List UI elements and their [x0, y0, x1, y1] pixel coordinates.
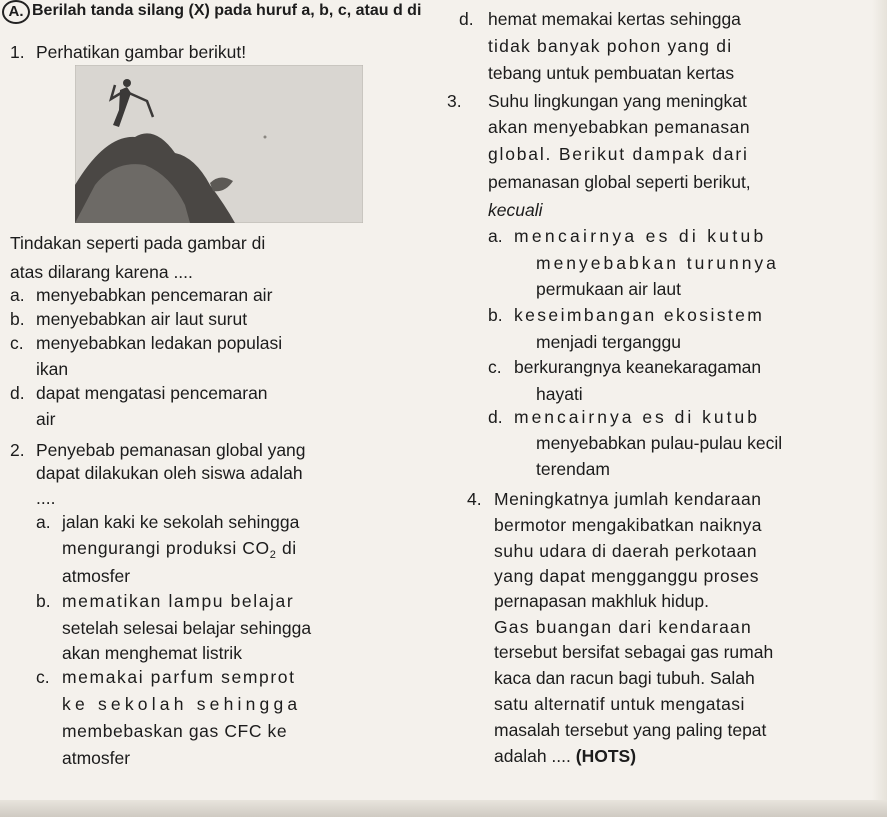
- q2-option-a-text-1: jalan kaki ke sekolah sehingga: [62, 512, 300, 532]
- q4-text-5: pernapasan makhluk hidup.: [494, 591, 710, 611]
- q4-text-3: suhu udara di daerah perkotaan: [494, 541, 758, 561]
- q2-text-2: dapat dilakukan oleh siswa adalah: [36, 463, 303, 483]
- q3-option-b-text-1: keseimbangan ekosistem: [514, 305, 765, 325]
- q2-option-b-text-2: setelah selesai belajar sehingga: [62, 618, 312, 638]
- q3-option-d-text-3: terendam: [536, 459, 610, 479]
- q3-option-a-text-1: mencairnya es di kutub: [514, 226, 767, 246]
- q1-option-a-text: menyebabkan pencemaran air: [36, 285, 273, 305]
- q4-text-1: Meningkatnya jumlah kendaraan: [494, 489, 762, 509]
- q2-option-c-text-1: memakai parfum semprot: [62, 667, 296, 687]
- instruction: Berilah tanda silang (X) pada huruf a, b, c, atau d di: [32, 2, 422, 19]
- q2-option-a-text-2: mengurangi produksi $CO_2$ di: [62, 538, 297, 561]
- q3-option-c-text-1: berkurangnya keanekaragaman: [514, 357, 762, 377]
- q1-option-c-letter[interactable]: c.: [10, 333, 24, 353]
- q3-text-2: akan menyebabkan pemanasan: [488, 117, 751, 137]
- section-label: A.: [2, 0, 30, 24]
- q4-number: 4.: [467, 489, 482, 509]
- q1-number: 1.: [10, 42, 25, 62]
- q2-option-b-text-3: akan menghemat listrik: [62, 643, 242, 663]
- q1-option-c-text-1: menyebabkan ledakan populasi: [36, 333, 283, 353]
- q2-text-3: ....: [36, 488, 56, 508]
- q1-prompt: Perhatikan gambar berikut!: [36, 42, 247, 62]
- q2-text-1: Penyebab pemanasan global yang: [36, 440, 306, 460]
- q1-option-b-letter[interactable]: b.: [10, 309, 25, 329]
- q1-option-c-text-2: ikan: [36, 359, 69, 379]
- q1-option-d-right-text-2: tidak banyak pohon yang di: [488, 36, 733, 56]
- q3-number: 3.: [447, 91, 462, 111]
- q3-option-d-text-2: menyebabkan pulau-pulau kecil: [536, 433, 783, 453]
- q2-option-a-letter[interactable]: a.: [36, 512, 51, 532]
- q1-option-d-text-2: air: [36, 409, 56, 429]
- q3-text-4: pemanasan global seperti berikut,: [488, 172, 751, 192]
- q3-option-d-letter[interactable]: d.: [488, 407, 503, 427]
- page-edge-shadow: [872, 0, 887, 817]
- q1-text-2: atas dilarang karena ....: [10, 262, 193, 282]
- page-bottom-shadow: [0, 800, 887, 817]
- q3-option-c-text-2: hayati: [536, 384, 583, 404]
- q2-option-a-text-3: atmosfer: [62, 566, 131, 586]
- q1-option-d-right-letter[interactable]: d.: [459, 9, 474, 29]
- q1-text-1: Tindakan seperti pada gambar di: [10, 233, 266, 253]
- q4-text-8: kaca dan racun bagi tubuh. Salah: [494, 668, 755, 688]
- q3-option-a-letter[interactable]: a.: [488, 226, 503, 246]
- q2-option-b-letter[interactable]: b.: [36, 591, 51, 611]
- q1-option-d-right-text-1: hemat memakai kertas sehingga: [488, 9, 741, 29]
- q3-text-5: kecuali: [488, 200, 543, 220]
- mountain-climber-image: [75, 65, 363, 223]
- q1-option-d-right-text-3: tebang untuk pembuatan kertas: [488, 63, 735, 83]
- q2-option-c-text-2: ke sekolah sehingga: [62, 694, 302, 714]
- q3-option-a-text-3: permukaan air laut: [536, 279, 681, 299]
- q3-option-d-text-1: mencairnya es di kutub: [514, 407, 760, 427]
- q1-option-b-text: menyebabkan air laut surut: [36, 309, 248, 329]
- q2-option-c-text-3: membebaskan gas CFC ke: [62, 721, 288, 741]
- q1-option-d-text-1: dapat mengatasi pencemaran: [36, 383, 268, 403]
- q4-text-9: satu alternatif untuk mengatasi: [494, 694, 745, 714]
- q1-option-d-letter[interactable]: d.: [10, 383, 25, 403]
- q3-option-c-letter[interactable]: c.: [488, 357, 502, 377]
- q2-option-b-text-1: mematikan lampu belajar: [62, 591, 295, 611]
- q4-text-10: masalah tersebut yang paling tepat: [494, 720, 767, 740]
- q3-option-a-text-2: menyebabkan turunnya: [536, 253, 779, 273]
- q3-option-b-text-2: menjadi terganggu: [536, 332, 681, 352]
- q2-option-c-text-4: atmosfer: [62, 748, 131, 768]
- q3-option-b-letter[interactable]: b.: [488, 305, 503, 325]
- q4-text-6: Gas buangan dari kendaraan: [494, 617, 752, 637]
- q2-number: 2.: [10, 440, 25, 460]
- q2-option-c-letter[interactable]: c.: [36, 667, 50, 687]
- q4-text-7: tersebut bersifat sebagai gas rumah: [494, 642, 774, 662]
- q3-text-1: Suhu lingkungan yang meningkat: [488, 91, 747, 111]
- q1-option-a-letter[interactable]: a.: [10, 285, 25, 305]
- q3-text-3: global. Berikut dampak dari: [488, 144, 749, 164]
- q4-text-11: adalah .... (HOTS): [494, 746, 637, 766]
- q4-text-4: yang dapat mengganggu proses: [494, 566, 760, 586]
- q4-text-2: bermotor mengakibatkan naiknya: [494, 515, 762, 535]
